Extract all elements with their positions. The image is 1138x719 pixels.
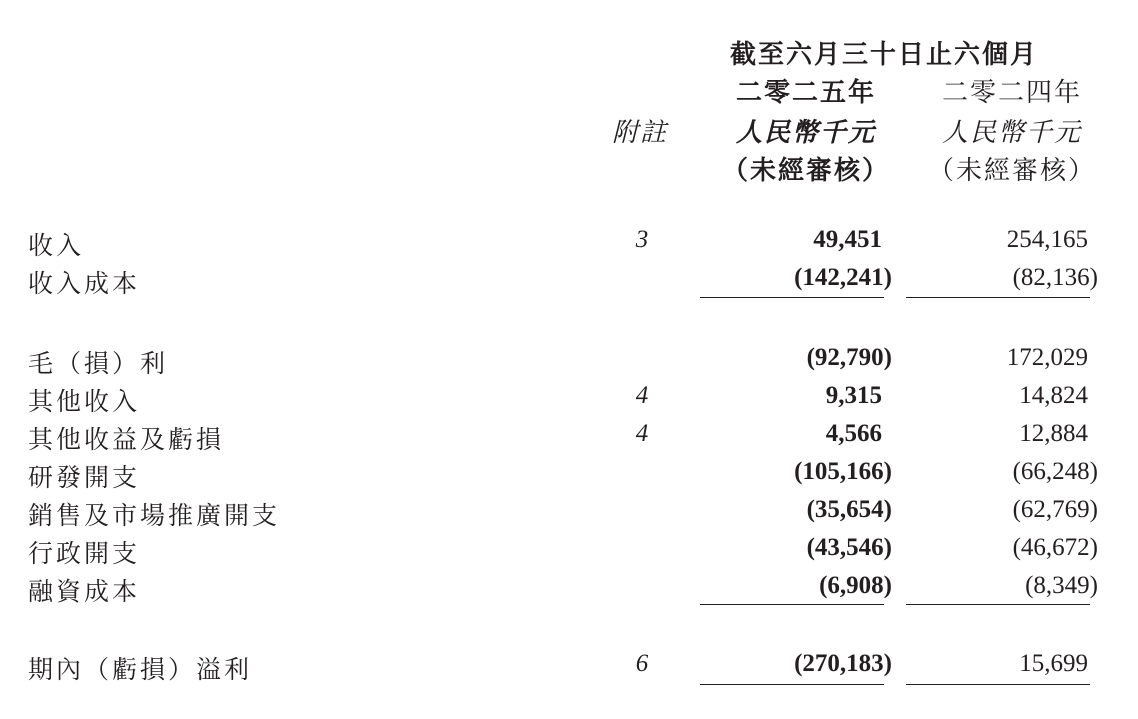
row-2024-admin-expenses: (46,672) (1012, 534, 1098, 561)
row-label-cost-of-revenue: 收入成本 (28, 271, 141, 298)
subtotal-rule-2025 (700, 604, 884, 605)
row-2024-revenue: 254,165 (1006, 226, 1088, 253)
row-2024-other-income: 14,824 (1019, 382, 1088, 409)
col-2025-year: 二零二五年 (736, 78, 877, 107)
row-note-other-gains-losses: 4 (635, 420, 649, 447)
col-2024-status: （未經審核） (928, 156, 1097, 185)
total-rule-2025 (700, 684, 884, 685)
row-2025-revenue: 49,451 (813, 226, 882, 253)
row-label-other-income: 其他收入 (28, 389, 141, 416)
subtotal-rule-2024 (906, 604, 1090, 605)
row-2024-period-result: 15,699 (1019, 650, 1088, 677)
col-2025-currency: 人民幣千元 (736, 118, 877, 147)
row-2024-cost-of-revenue: (82,136) (1012, 264, 1098, 291)
row-label-rd-expenses: 研發開支 (28, 465, 141, 492)
row-label-period-result: 期內（虧損）溢利 (28, 657, 253, 684)
col-2024-currency: 人民幣千元 (942, 118, 1083, 147)
row-label-gross-profit: 毛（損）利 (28, 351, 169, 378)
row-2025-selling-marketing: (35,654) (806, 496, 892, 523)
row-2024-other-gains-losses: 12,884 (1019, 420, 1088, 447)
row-2024-gross-profit: 172,029 (1006, 344, 1088, 371)
row-note-period-result: 6 (635, 650, 649, 677)
subtotal-rule-2024 (906, 297, 1090, 298)
col-2025-status: （未經審核） (722, 156, 891, 185)
col-2024-year: 二零二四年 (942, 78, 1083, 107)
row-label-admin-expenses: 行政開支 (28, 541, 141, 568)
row-2025-other-gains-losses: 4,566 (825, 420, 882, 447)
row-2024-finance-costs: (8,349) (1025, 572, 1098, 599)
row-label-finance-costs: 融資成本 (28, 579, 141, 606)
row-2025-rd-expenses: (105,166) (794, 458, 892, 485)
row-2025-gross-profit: (92,790) (806, 344, 892, 371)
row-2025-finance-costs: (6,908) (819, 572, 892, 599)
row-note-revenue: 3 (635, 226, 649, 253)
row-note-other-income: 4 (635, 382, 649, 409)
total-rule-2024 (906, 684, 1090, 685)
row-2024-selling-marketing: (62,769) (1012, 496, 1098, 523)
note-column-heading: 附註 (612, 118, 669, 147)
row-2024-rd-expenses: (66,248) (1012, 458, 1098, 485)
row-2025-admin-expenses: (43,546) (806, 534, 892, 561)
row-label-selling-marketing: 銷售及市場推廣開支 (28, 503, 281, 530)
row-2025-period-result: (270,183) (794, 650, 892, 677)
row-2025-cost-of-revenue: (142,241) (794, 264, 892, 291)
period-heading: 截至六月三十日止六個月 (730, 40, 1039, 69)
row-label-revenue: 收入 (28, 233, 85, 260)
row-label-other-gains-losses: 其他收益及虧損 (28, 427, 225, 454)
subtotal-rule-2025 (700, 297, 884, 298)
row-2025-other-income: 9,315 (825, 382, 882, 409)
